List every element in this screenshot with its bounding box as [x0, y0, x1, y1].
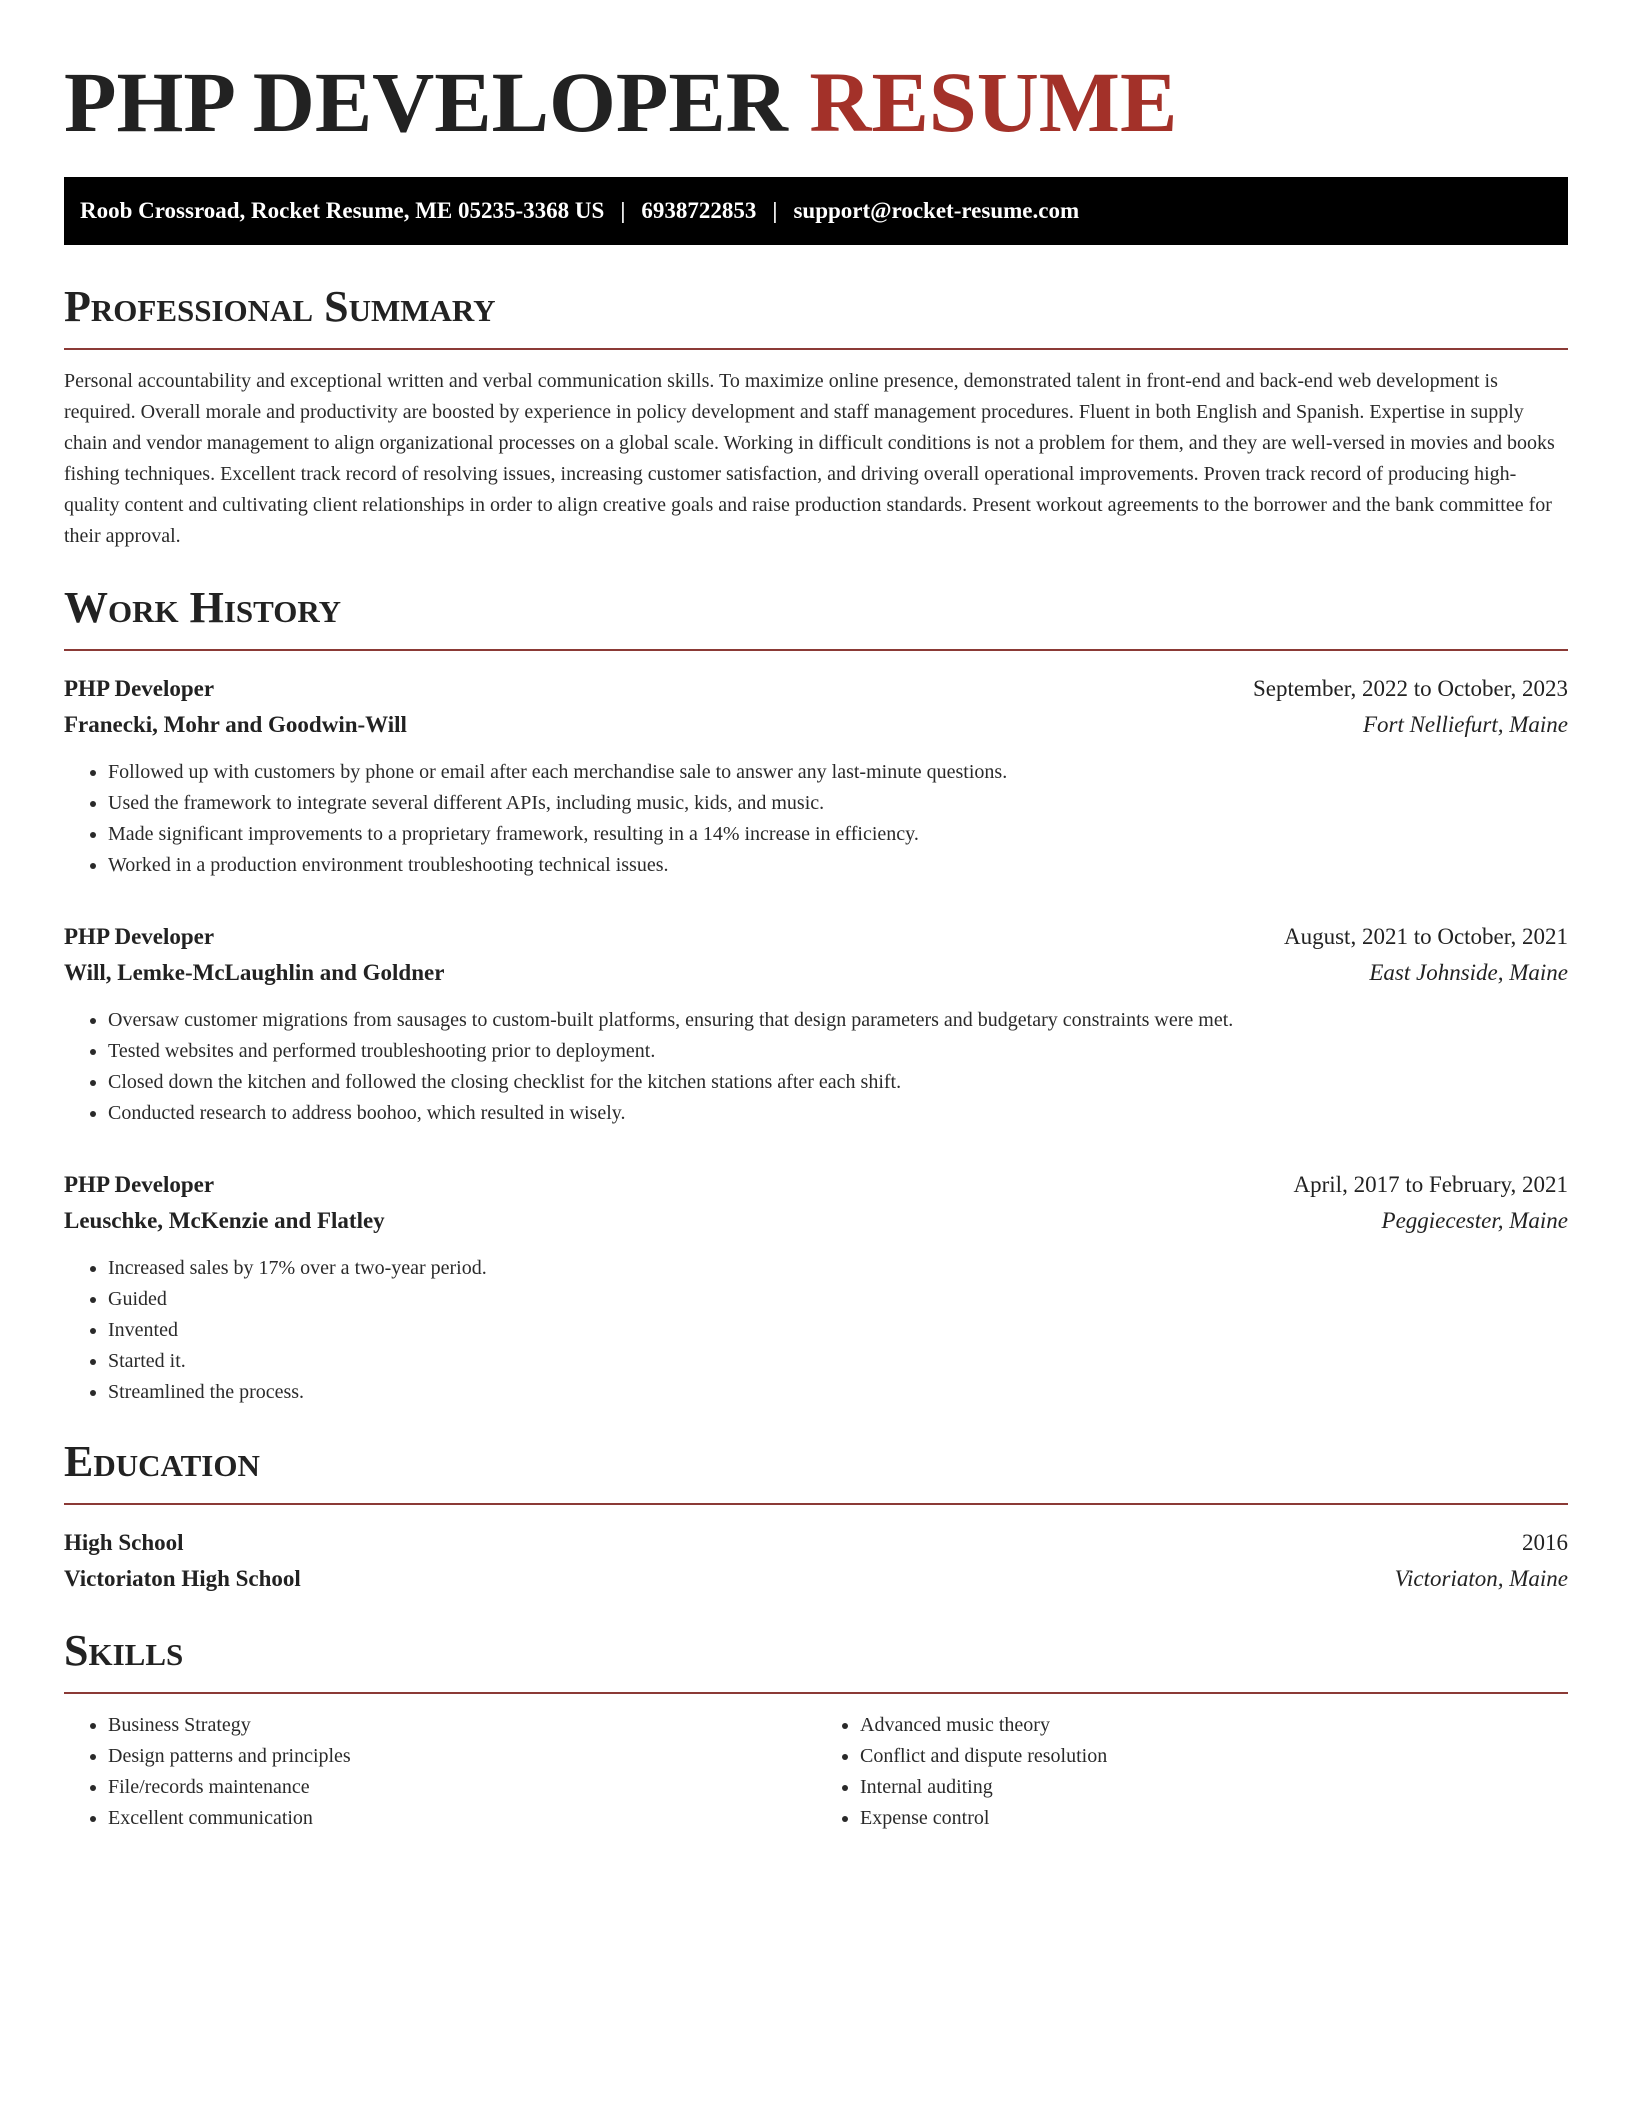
section-heading-skills: Skills [64, 1626, 184, 1675]
job-bullet: • Tested websites and performed troubleshooting prior to deployment. [108, 1036, 1568, 1067]
section-heading-summary: Professional Summary [64, 282, 496, 331]
job-location: Peggiecester, Maine [1381, 1208, 1568, 1233]
education-location: Victoriaton, Maine [1394, 1566, 1568, 1591]
job-entry [64, 671, 1568, 881]
skill-item: • Expense control [860, 1803, 1568, 1834]
job-bullet: • Increased sales by 17% over a two-year period. [108, 1253, 1568, 1284]
skill-item: • Conflict and dispute resolution [860, 1741, 1568, 1772]
job-company: Will, Lemke-McLaughlin and Goldner [64, 960, 445, 985]
contact-phone: 6938722853 [641, 198, 757, 223]
section-divider [64, 649, 1568, 651]
job-title: PHP Developer [64, 676, 215, 701]
education-school-row [64, 1561, 1568, 1597]
section-heading-education: Education [64, 1437, 260, 1486]
job-company-row [64, 955, 1568, 991]
contact-email: support@rocket-resume.com [793, 198, 1080, 223]
job-location: Fort Nelliefurt, Maine [1362, 712, 1568, 737]
job-bullet: • Used the framework to integrate several different APIs, including music, kids, and music. [108, 788, 1568, 819]
skills-column-right [816, 1710, 1568, 1834]
skills-section [64, 1625, 1568, 1834]
job-company-row [64, 1203, 1568, 1239]
work-history-section [64, 582, 1568, 1408]
job-location: East Johnside, Maine [1369, 960, 1568, 985]
education-degree: High School [64, 1530, 184, 1555]
job-dates: April, 2017 to February, 2021 [1293, 1172, 1568, 1197]
job-bullet: • Followed up with customers by phone or email after each merchandise sale to answer any last-minute questions. [108, 757, 1568, 788]
summary-section [64, 281, 1568, 552]
education-degree-row [64, 1525, 1568, 1561]
job-title-row [64, 1167, 1568, 1203]
education-school: Victoriaton High School [64, 1566, 301, 1591]
skill-item: • File/records maintenance [108, 1772, 816, 1803]
job-title-row [64, 671, 1568, 707]
skill-item: • Business Strategy [108, 1710, 816, 1741]
job-dates: August, 2021 to October, 2021 [1284, 924, 1568, 949]
job-dates: September, 2022 to October, 2023 [1253, 676, 1568, 701]
job-bullet: • Oversaw customer migrations from sausages to custom-built platforms, ensuring that design parameters and budgetary constraints were met. [108, 1005, 1568, 1036]
title-main: PHP DEVELOPER [64, 54, 788, 150]
title-accent: RESUME [809, 54, 1178, 150]
job-bullet: • Closed down the kitchen and followed the closing checklist for the kitchen stations after each shift. [108, 1067, 1568, 1098]
job-bullet: • Made significant improvements to a proprietary framework, resulting in a 14% increase in efficiency. [108, 819, 1568, 850]
education-entry [64, 1525, 1568, 1597]
skill-item: • Advanced music theory [860, 1710, 1568, 1741]
job-bullet: • Guided [108, 1284, 1568, 1315]
job-bullets [64, 757, 1568, 881]
skill-item: • Excellent communication [108, 1803, 816, 1834]
education-section [64, 1436, 1568, 1597]
contact-separator: | [772, 198, 778, 223]
contact-separator: | [620, 198, 626, 223]
job-bullets [64, 1253, 1568, 1408]
job-bullet: • Streamlined the process. [108, 1377, 1568, 1408]
summary-text: Personal accountability and exceptional written and verbal communication skills. To maximize online presence, demonstrated talent in front-end and back-end web development is required. Overall morale and productivity are boosted by experience in policy development and staff management procedures. Fluent in both English and Spanish. Expertise in supply chain and vendor management to align organizational processes on a global scale. Working in difficult conditions is not a problem for them, and they are well-versed in movies and books fishing techniques. Excellent track record of resolving issues, increasing customer satisfaction, and driving overall operational improvements. Proven track record of producing high-quality content and cultivating client relationships in order to align creative goals and raise production standards. Present workout agreements to the borrower and the bank committee for their approval. [64, 370, 1555, 547]
job-bullets [64, 1005, 1568, 1129]
resume-title [64, 52, 1568, 152]
section-divider [64, 1692, 1568, 1694]
skills-column-left [64, 1710, 816, 1834]
job-company: Franecki, Mohr and Goodwin-Will [64, 712, 407, 737]
skill-item: • Design patterns and principles [108, 1741, 816, 1772]
education-year: 2016 [1522, 1530, 1568, 1555]
job-title-row [64, 919, 1568, 955]
section-divider [64, 1503, 1568, 1505]
job-bullet: • Invented [108, 1315, 1568, 1346]
skills-grid [64, 1710, 1568, 1834]
job-title: PHP Developer [64, 924, 215, 949]
job-bullet: • Started it. [108, 1346, 1568, 1377]
job-entry [64, 1167, 1568, 1408]
job-company-row [64, 707, 1568, 743]
job-bullet: • Conducted research to address boohoo, which resulted in wisely. [108, 1098, 1568, 1129]
job-title: PHP Developer [64, 1172, 215, 1197]
job-bullet: • Worked in a production environment troubleshooting technical issues. [108, 850, 1568, 881]
skill-item: • Internal auditing [860, 1772, 1568, 1803]
section-heading-work: Work History [64, 583, 342, 632]
job-entry [64, 919, 1568, 1129]
section-divider [64, 348, 1568, 350]
contact-bar [64, 177, 1568, 245]
job-company: Leuschke, McKenzie and Flatley [64, 1208, 385, 1233]
contact-address: Roob Crossroad, Rocket Resume, ME 05235-3368 US [80, 198, 605, 223]
